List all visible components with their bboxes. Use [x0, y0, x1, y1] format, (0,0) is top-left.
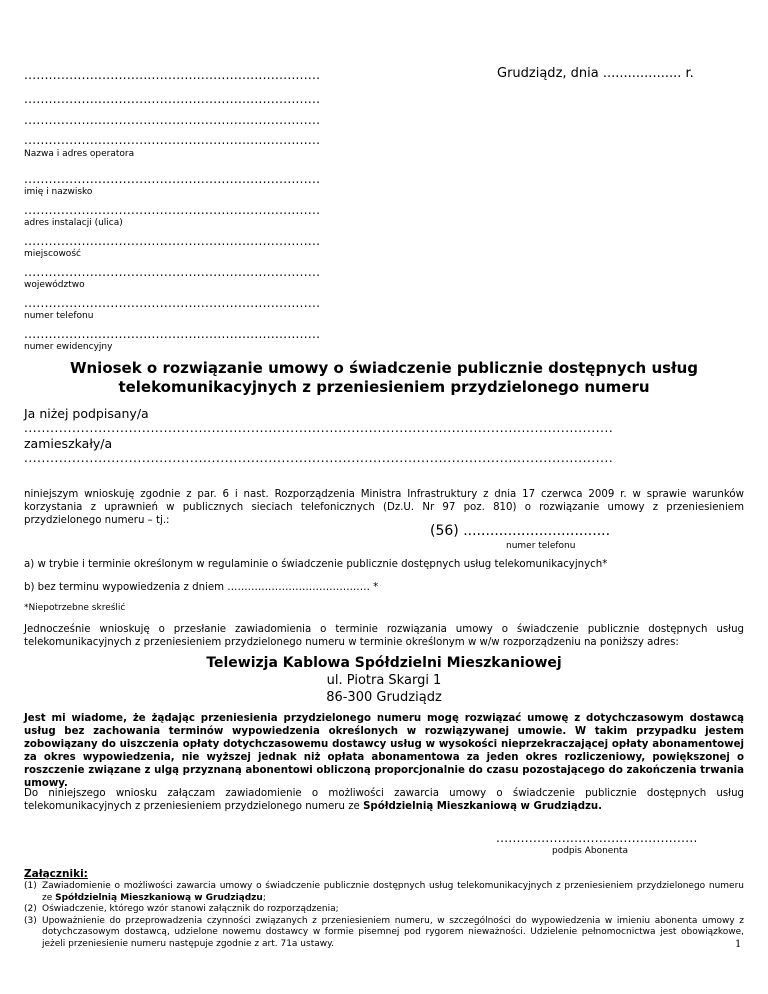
attachment-item-3: [24, 916, 744, 951]
attachment-item-1: [24, 881, 744, 904]
phone-line: ........................................................................: [24, 296, 321, 310]
request-paragraph: niniejszym wnioskuję zgodnie z par. 6 i nast. Rozporządzenia Ministra Infrastruktury z dnia 17 czerwca 2009 r. w sprawie warunków korzystania z uprawnień w publicznych sieciach telefonicznych (Dz.U. Nr 97 poz. 810) o rozwiązanie umowy z przeniesieniem przydzielonego numeru – tj.:: [24, 489, 744, 526]
operator-line-3: ........................................................................: [24, 113, 321, 127]
attach-bold: Spółdzielnią Mieszkaniową w Grudziądzu.: [363, 801, 603, 812]
signer-line: .......................................................................................................................................: [24, 421, 614, 435]
footnote: *Niepotrzebne skreślić: [24, 603, 126, 613]
town-line: ........................................................................: [24, 234, 321, 248]
attachment-text-1a: Zawiadomienie o możliwości zawarcia umowy o świadczenie publicznie dostępnych usług telekomunikacyjnych z przeniesieniem przydzielonego numeru ze: [42, 881, 744, 903]
attachment-num-2: (2): [24, 904, 37, 914]
option-b: b) bez terminu wypowiedzenia z dniem …………………………………… *: [24, 582, 379, 593]
attach-paragraph: [24, 787, 744, 813]
id-line: ........................................................................: [24, 327, 321, 341]
signature-caption: podpis Abonenta: [552, 846, 629, 856]
attachment-num-3: (3): [24, 915, 37, 926]
voivodeship-line: ........................................................................: [24, 265, 321, 279]
signer-label: Ja niżej podpisany/a: [24, 406, 149, 421]
city-date: Grudziądz, dnia ................... r.: [497, 66, 694, 81]
attachment-num-1: (1): [24, 881, 37, 891]
warning-paragraph: Jest mi wiadome, że żądając przeniesienia przydzielonego numeru mogę rozwiązać umowę z dotychczasowym dostawcą usług bez zachowania terminów wypowiedzenia określonych w rozwiązywanej umowie. W takim przypadku jestem zobowiązany do uiszczenia opłaty dotychczasowemu dostawcy usług w wysokości nieprzekraczającej opłaty abonamentowej za okres wypowiedzenia, nie wyższej jednak niż opłata abonamentowa za jeden okres rozliczeniowy, powiększonej o roszczenie związane z ulgą przyznaną abonentowi obliczoną proporcjonalnie do czasu pozostającego do zakończenia trwania umowy.: [24, 713, 744, 789]
title-line-2: telekomunikacyjnych z przeniesieniem przydzielonego numeru: [118, 378, 650, 396]
attachment-text-1b: Spółdzielnią Mieszkaniową w Grudziądzu: [55, 892, 263, 903]
attachment-text-2: Oświadczenie, którego wzór stanowi załącznik do rozporządzenia;: [42, 904, 339, 914]
attachment-item-2: [24, 904, 744, 916]
residence-line: .......................................................................................................................................: [24, 451, 614, 465]
recipient-name: Telewizja Kablowa Spółdzielni Mieszkaniowej: [206, 655, 562, 671]
id-label: numer ewidencyjny: [24, 342, 113, 352]
attachment-text-1: [42, 881, 744, 904]
name-line: ........................................................................: [24, 172, 321, 186]
signature-line: .................................................: [496, 831, 698, 845]
title-line-1: Wniosek o rozwiązanie umowy o świadczenie publicznie dostępnych usług: [69, 359, 699, 377]
operator-line-4: ........................................................................: [24, 133, 321, 147]
street-line: ........................................................................: [24, 203, 321, 217]
document-title: [24, 359, 744, 397]
option-a: a) w trybie i terminie określonym w regulaminie o świadczenie publicznie dostępnych usług telekomunikacyjnych*: [24, 559, 608, 570]
attachment-text-1c: ;: [262, 892, 266, 903]
voivodeship-label: województwo: [24, 280, 85, 290]
notice-paragraph: Jednocześnie wnioskuję o przesłanie zawiadomienia o terminie rozwiązania umowy o świadczenie publicznie dostępnych usług telekomunikacyjnych z przeniesieniem przydzielonego numeru w terminie określonym w w/w rozporządzeniu na poniższy adres:: [24, 624, 744, 648]
recipient-street: ul. Piotra Skargi 1: [326, 673, 442, 688]
operator-line-1: ........................................................................: [24, 68, 321, 82]
attachment-text-3: Upoważnienie do przeprowadzenia czynności związanych z przeniesieniem numeru, w szczególności do wypowiedzenia w imieniu abonenta umowy z dotychczasowym dostawcą, udzielone nowemu dostawcy w formie pisemnej pod rygorem nieważności. Udzielenie pełnomocnictwa jest obowiązkowe, jeżeli przeniesienie numeru następuje zgodnie z art. 71a ustawy.: [42, 915, 744, 949]
operator-label: Nazwa i adres operatora: [24, 149, 135, 159]
phone-label: numer telefonu: [24, 311, 94, 321]
attachments-heading: Załączniki:: [24, 868, 88, 880]
attach-text: Do niniejszego wniosku załączam zawiadomienie o możliwości zawarcia umowy o świadczenie publicznie dostępnych usług telekomunikacyjnych z przeniesieniem przydzielonego numeru ze: [24, 788, 744, 812]
name-label: imię i nazwisko: [24, 187, 93, 197]
page-number: 1: [735, 939, 742, 950]
town-label: miejscowość: [24, 249, 81, 259]
phone-caption: numer telefonu: [506, 541, 576, 551]
recipient-address: [24, 655, 744, 706]
operator-line-2: ........................................................................: [24, 92, 321, 106]
recipient-city: 86-300 Grudziądz: [326, 690, 442, 705]
street-label: adres instalacji (ulica): [24, 218, 123, 228]
phone-prefix: (56) .................................: [430, 523, 611, 539]
residence-label: zamieszkały/a: [24, 436, 113, 451]
attachments-list: [24, 881, 744, 950]
